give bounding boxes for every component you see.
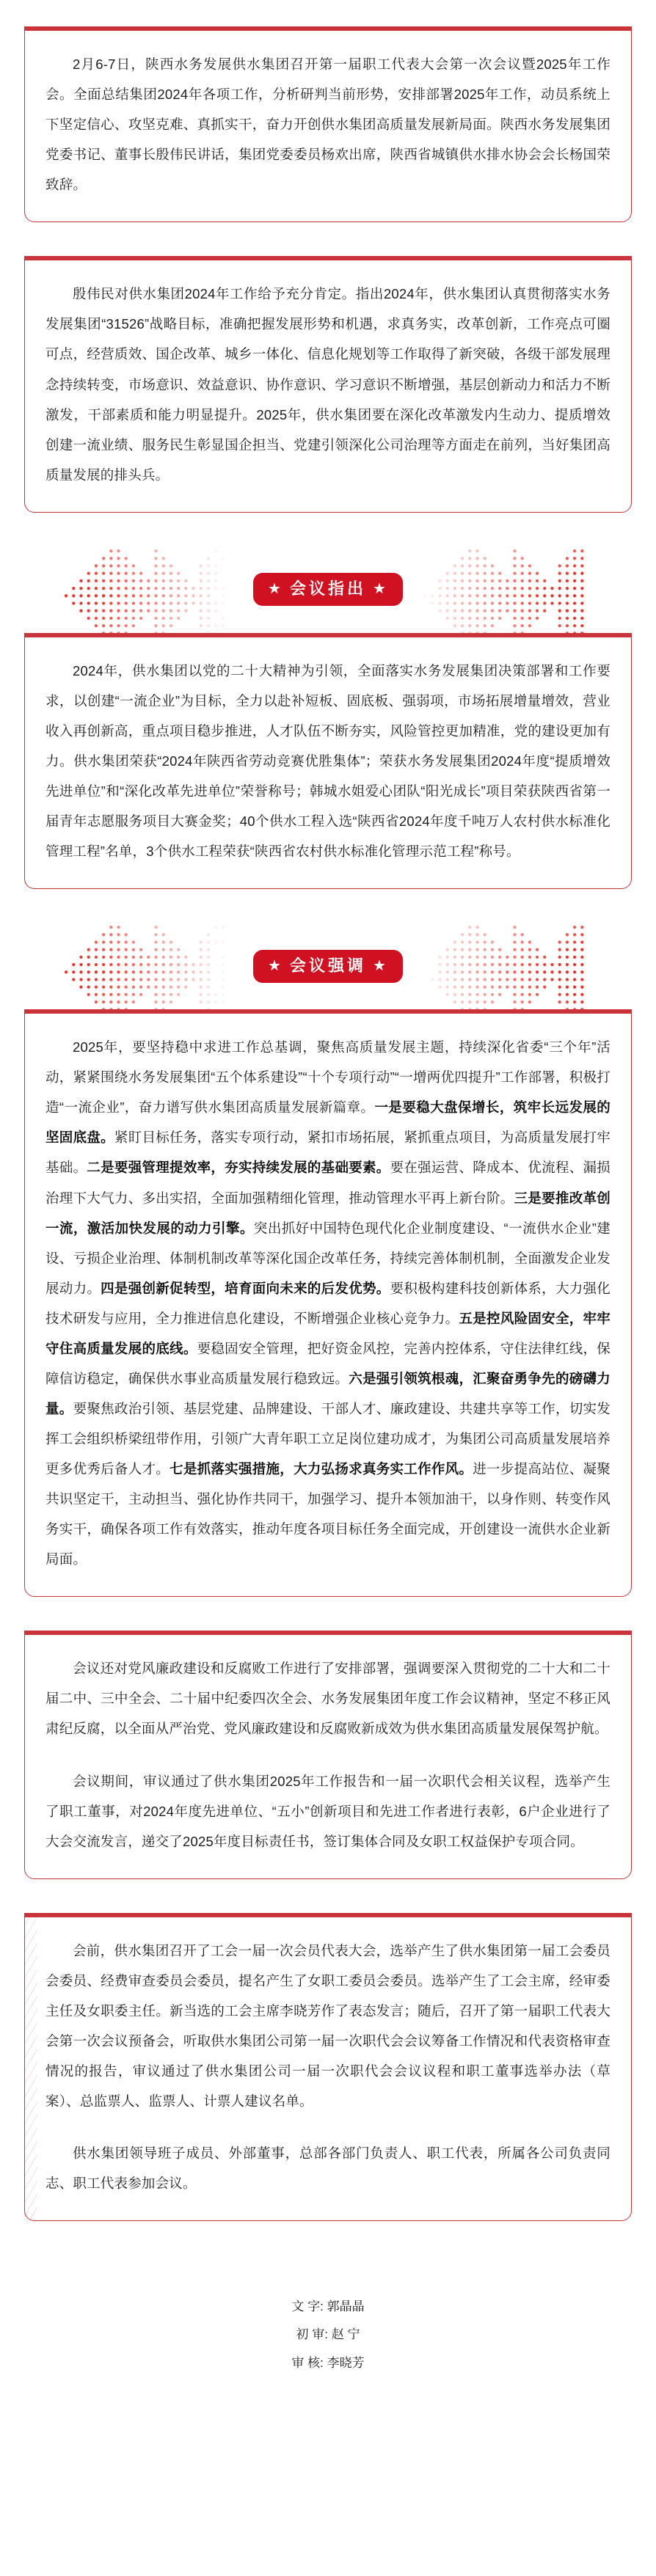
section-badge-label: 会议指出 [289, 579, 366, 599]
body-text: 2025年，要坚持稳中求进工作总基调，聚焦高质量发展主题，持续深化省委“三个年”活动，紧紧围绕水务发展集团“五个体系建设”“十个专项行动”“一增两优四提升”工作部署，积极打造“一流企业”，奋力谱写供水集团高质量发展新篇章。 [45, 1039, 611, 1116]
section-badge-label: 会议强调 [289, 956, 366, 975]
credit-value: 郭晶晶 [327, 2299, 365, 2314]
star-left-icon: ★ [268, 957, 283, 974]
emphasis-text: 一是要稳大盘保增长，筑牢长远发展的坚固底盘。 [45, 1099, 611, 1146]
star-left-icon: ★ [268, 581, 283, 598]
achievements-card [24, 633, 632, 889]
body-text: 殷伟民对供水集团2024年工作给予充分肯定。指出2024年，供水集团认真贯彻落实水务发展集团“31526”战略目标，准确把握发展形势和机遇，求真务实，改革创新，工作亮点可圈可点，经营质效、国企改革、城乡一体化、信息化规划等工作取得了新突破，各级干部发展理念持续转变，市场意识、效益意识、协作意识、学习意识不断增强，基层创新动力和活力不断激发，干部素质和能力明显提升。2025年，供水集团要在深化改革激发内生动力、提质增效创建一流业绩、服务民生彰显国企担当、党建引领深化公司治理等方面走在前列，当好集团高质量发展的排头兵。 [45, 286, 611, 483]
block-spacer [0, 889, 656, 923]
block-spacer [0, 1879, 656, 1913]
credit-label: 审 核: [291, 2355, 324, 2370]
block-spacer [0, 513, 656, 546]
emphasis-text: 三是要推改革创一流，激活加快发展的动力引擎。 [45, 1190, 611, 1236]
body-text: 要稳固安全管理，把好资金风控，完善内控体系，守住法律红线，保障信访稳定，确保供水事业高质量发展行稳致远。 [45, 1340, 611, 1386]
affirmation-card [24, 256, 632, 512]
paragraph [45, 1766, 611, 1856]
body-text: 2024年，供水集团以党的二十大精神为引领，全面落实水务发展集团决策部署和工作要求，以创建“一流企业”为目标，全力以赴补短板、固底板、强弱项，市场拓展增量增效，营业收入再创新高，重点项目稳步推进，人才队伍不断夯实，风险管控更加精准，党的建设更加有力。供水集团荣获“2024年陕西省劳动竞赛优胜集体”；荣获水务发展集团2024年度“提质增效先进单位”和“深化改革先进单位”荣誉称号；韩城水姐爱心团队“阳光成长”项目荣获陕西省第一届青年志愿服务项目大赛金奖；40个供水工程入选“陕西省2024年度千吨万人农村供水标准化管理工程”名单，3个供水工程荣获“陕西省农村供水标准化管理示范工程”称号。 [45, 662, 611, 860]
credit-value: 李晓芳 [327, 2355, 365, 2370]
emphasis-text: 七是抓落实强措施，大力弘扬求真务实工作作风。 [170, 1461, 473, 1477]
paragraph [45, 279, 611, 489]
body-text: 要积极构建科技创新体系，大力强化技术研发与应用，全力推进信息化建设，不断增强企业核心竞争力。 [45, 1280, 611, 1326]
credit-label: 初 审: [296, 2327, 328, 2342]
body-text: 进一步提高站位、凝聚共识坚定干，主动担当、强化协作共同干，加强学习、提升本领加油干，以身作则、转变作风务实干，确保各项工作有效落实，推动年度各项目标任务全面完成，开创建设一流供水企业新局面。 [45, 1461, 611, 1567]
union-congress-card [24, 1913, 632, 2222]
block-spacer [0, 222, 656, 256]
section-badge [253, 950, 403, 983]
2025-tasks-card [24, 1009, 632, 1597]
body-text: 会议期间，审议通过了供水集团2025年工作报告和一届一次职代会相关议程，选举产生了职工董事，对2024年度先进单位、“五小”创新项目和先进工作者进行表彰，6户企业进行了大会交流发言，递交了2025年度目标责任书，签订集体合同及女职工权益保护专项合同。 [45, 1773, 611, 1849]
body-text: 供水集团领导班子成员、外部董事，总部各部门负责人、职工代表，所属各公司负责同志、职工代表参加会议。 [45, 2145, 611, 2192]
body-text: 会前，供水集团召开了工会一届一次会员代表大会，选举产生了供水集团第一届工会委员会委员、经费审查委员会委员，提名产生了女职工委员会委员。选举产生了工会主席，经审委主任及女职委主任。新当选的工会主席李晓芳作了表态发言；随后，召开了第一届职工代表大会第一次会议预备会，听取供水集团公司第一届一次职代会会议筹备工作情况和代表资格审查情况的报告，审议通过了供水集团公司一届一次职代会会议议程和职工董事选举办法（草案）、总监票人、监票人、计票人建议名单。 [45, 1942, 611, 2109]
body-text: 2月6-7日，陕西水务发展供水集团召开第一届职工代表大会第一次会议暨2025年工作会。全面总结集团2024年各项工作，分析研判当前形势，安排部署2025年工作，动员系统上下坚定信心、攻坚克难、真抓实干，奋力开创供水集团高质量发展新局面。陕西水务发展集团党委书记、董事长殷伟民讲话，集团党委委员杨欢出席，陕西省城镇供水排水协会会长杨国荣致辞。 [45, 56, 611, 193]
intro-card [24, 26, 632, 222]
body-text: 会议还对党风廉政建设和反腐败工作进行了安排部署，强调要深入贯彻党的二十大和二十届二中、三中全会、二十届中纪委四次全会、水务发展集团年度工作会议精神，坚定不移正风肃纪反腐，以全面从严治党、党风廉政建设和反腐败新成效为供水集团高质量发展保驾护航。 [45, 1661, 611, 1737]
paragraph [45, 1936, 611, 2116]
article-body [0, 26, 656, 2255]
paragraph [45, 656, 611, 866]
block-spacer [0, 2221, 656, 2255]
body-text: 紧盯目标任务，落实专项行动，紧扣市场拓展，紧抓重点项目，为高质量发展打牢基础。 [45, 1130, 611, 1176]
paragraph [45, 49, 611, 200]
body-text: 要聚焦政治引领、基层党建、品牌建设、干部人才、廉政建设、共建共享等工作，切实发挥工会组织桥梁纽带作用，引领广大青年职工立足岗位建功成才，为集团公司高质量发展培养更多优秀后备人才。 [45, 1400, 611, 1477]
body-text: 要在强运营、降成本、优流程、漏损治理下大气力、多出实招，全面加强精细化管理，推动管理水平再上新台阶。 [45, 1160, 611, 1206]
credit-label: 文 字: [291, 2299, 324, 2314]
discipline-and-agenda-card [24, 1631, 632, 1878]
credit-row [24, 2349, 632, 2377]
star-right-icon: ★ [373, 581, 388, 598]
top-spacer [0, 0, 656, 26]
paragraph [45, 2138, 611, 2198]
paragraph [45, 1032, 611, 1574]
emphasis-text: 四是强创新促转型，培育面向未来的后发优势。 [101, 1280, 390, 1296]
section-head-points-out [24, 546, 632, 633]
dot-pattern-left-icon [62, 547, 235, 632]
credits-block [24, 2293, 632, 2377]
block-spacer [0, 1597, 656, 1631]
credit-row [24, 2321, 632, 2349]
section-badge [253, 573, 403, 606]
dot-pattern-right-icon [421, 547, 594, 632]
body-text: 突出抓好中国特色现代化企业制度建设、“一流供水企业”建设、亏损企业治理、体制机制改革等深化国企改革任务，持续完善体制机制，全面激发企业发展动力。 [45, 1220, 611, 1296]
credit-row [24, 2293, 632, 2321]
dot-pattern-left-icon [62, 923, 235, 1009]
section-head-emphasizes [24, 923, 632, 1009]
credit-value: 赵 宁 [331, 2327, 360, 2342]
emphasis-text: 二是要强管理提效率，夯实持续发展的基础要素。 [87, 1160, 390, 1176]
star-right-icon: ★ [373, 957, 388, 974]
paragraph [45, 1653, 611, 1743]
dot-pattern-right-icon [421, 923, 594, 1009]
emphasis-text: 六是强引领筑根魂，汇聚奋勇争先的磅礴力量。 [45, 1370, 611, 1416]
emphasis-text: 五是控风险固安全，牢牢守住高质量发展的底线。 [45, 1310, 611, 1356]
